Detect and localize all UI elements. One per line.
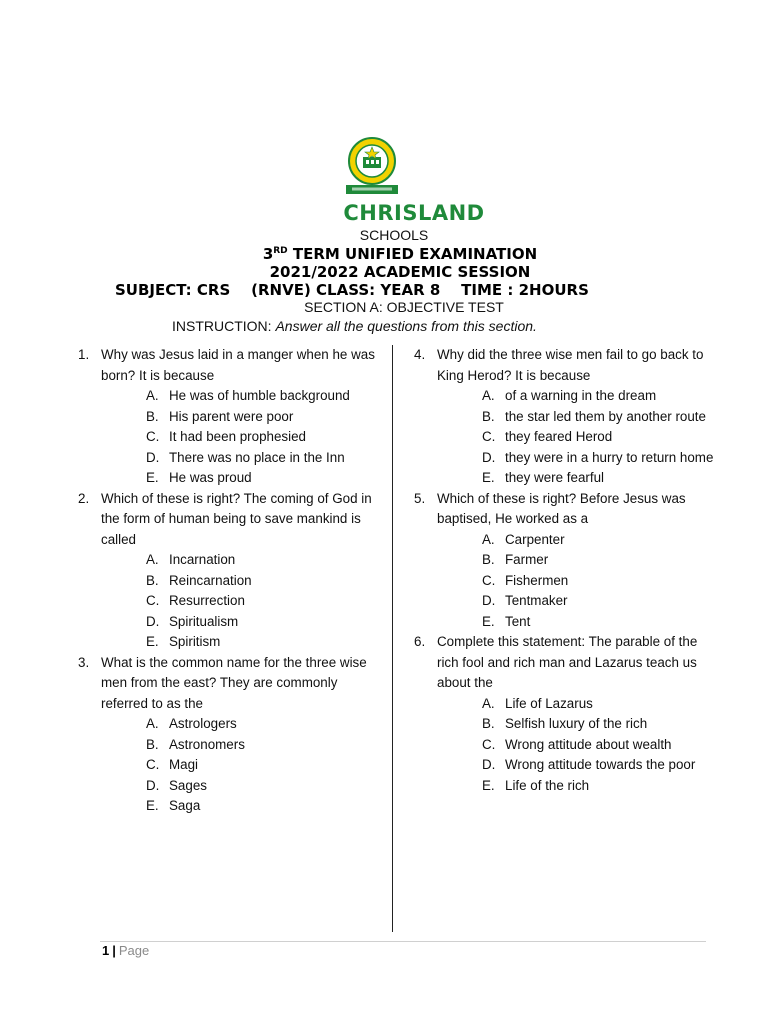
- option-text: they were fearful: [505, 470, 604, 485]
- option-text: Spiritualism: [169, 613, 239, 629]
- option-letter: E.: [146, 798, 159, 813]
- question-stem: [414, 345, 714, 386]
- question-block: [414, 632, 714, 796]
- school-logo: [340, 137, 410, 199]
- option-letter: D.: [482, 593, 496, 608]
- questions-column-right: [414, 345, 714, 796]
- option-text: Astronomers: [169, 736, 245, 752]
- option-letter: B.: [482, 552, 495, 567]
- question-number: 4.: [414, 347, 426, 362]
- option-item: [78, 571, 378, 592]
- school-brand-name: CHRISLAND: [343, 201, 485, 225]
- option-item: [78, 714, 378, 735]
- option-letter: B.: [146, 408, 159, 424]
- page-footer: [102, 943, 149, 958]
- option-letter: B.: [482, 408, 495, 424]
- option-letter: D.: [482, 757, 496, 772]
- option-letter: D.: [146, 777, 160, 793]
- question-stem: [414, 632, 714, 694]
- option-item: [78, 550, 378, 571]
- questions-column-left: [78, 345, 378, 817]
- option-item: [78, 591, 378, 612]
- option-item: [414, 571, 714, 592]
- option-item: [78, 755, 378, 776]
- question-block: [78, 345, 378, 489]
- option-text: Saga: [169, 798, 201, 813]
- option-item: [414, 714, 714, 735]
- page-number: 1: [102, 943, 110, 958]
- option-text: He was proud: [169, 470, 252, 485]
- option-letter: C.: [146, 593, 160, 608]
- column-divider: [392, 345, 393, 932]
- page-label: Page: [118, 943, 150, 958]
- option-item: [78, 427, 378, 448]
- question-stem: [414, 489, 714, 530]
- option-text: There was no place in the Inn: [169, 449, 345, 465]
- option-item: [414, 591, 714, 612]
- question-block: [78, 489, 378, 653]
- question-block: [414, 489, 714, 633]
- question-text: Complete this statement: The parable of the rich fool and rich man and Lazarus teach us about the: [437, 634, 698, 690]
- instruction-label: INSTRUCTION:: [172, 318, 276, 334]
- option-text: Magi: [169, 757, 199, 772]
- option-letter: A.: [482, 695, 495, 711]
- academic-session: 2021/2022 ACADEMIC SESSION: [269, 263, 531, 281]
- option-text: Spiritism: [169, 634, 221, 649]
- option-text: Reincarnation: [169, 572, 252, 588]
- section-heading: SECTION A: OBJECTIVE TEST: [304, 299, 504, 315]
- option-letter: E.: [482, 777, 495, 793]
- question-block: [78, 653, 378, 817]
- question-number: 1.: [78, 347, 90, 362]
- question-stem: [78, 653, 378, 715]
- option-letter: A.: [146, 716, 159, 731]
- option-text: Selfish luxury of the rich: [505, 716, 648, 731]
- options-list: [78, 386, 378, 489]
- option-text: Tentmaker: [505, 593, 568, 608]
- option-letter: B.: [482, 716, 495, 731]
- option-text: Tent: [505, 613, 531, 629]
- option-text: of a warning in the dream: [505, 388, 657, 403]
- option-text: the star led them by another route: [505, 408, 706, 424]
- option-text: Fishermen: [505, 572, 569, 588]
- instruction: [172, 318, 537, 334]
- instruction-text: Answer all the questions from this section.: [275, 318, 537, 334]
- question-stem: [78, 489, 378, 551]
- question-text: What is the common name for the three wise men from the east? They are commonly referred to as the: [101, 654, 367, 711]
- option-item: [414, 694, 714, 715]
- options-list: [78, 550, 378, 653]
- option-text: Astrologers: [169, 716, 237, 731]
- question-number: 3.: [78, 654, 90, 670]
- option-item: [78, 735, 378, 756]
- option-text: Life of the rich: [505, 777, 590, 793]
- options-list: [414, 386, 714, 489]
- option-item: [414, 448, 714, 469]
- option-letter: E.: [482, 470, 495, 485]
- question-text: Which of these is right? The coming of God in the form of human being to save mankind is called: [101, 490, 372, 547]
- footer-rule: [100, 941, 706, 942]
- option-text: Resurrection: [169, 593, 245, 608]
- option-item: [78, 468, 378, 489]
- school-brand-subtitle: SCHOOLS: [359, 227, 429, 243]
- option-letter: D.: [482, 449, 496, 465]
- option-item: [78, 632, 378, 653]
- question-number: 5.: [414, 490, 426, 506]
- option-item: [414, 735, 714, 756]
- option-letter: E.: [146, 634, 159, 649]
- option-item: [78, 407, 378, 428]
- question-text: Which of these is right? Before Jesus was baptised, He worked as a: [437, 490, 686, 526]
- option-text: Life of Lazarus: [505, 695, 593, 711]
- option-item: [414, 530, 714, 551]
- question-number: 6.: [414, 634, 426, 649]
- option-item: [414, 776, 714, 797]
- option-letter: A.: [482, 531, 495, 547]
- exam-title: 3RD TERM UNIFIED EXAMINATION: [262, 245, 538, 263]
- option-letter: A.: [146, 388, 159, 403]
- option-text: It had been prophesied: [169, 429, 306, 444]
- question-stem: [78, 345, 378, 386]
- option-letter: C.: [482, 572, 496, 588]
- option-letter: C.: [482, 736, 496, 752]
- option-letter: B.: [146, 572, 159, 588]
- question-block: [414, 345, 714, 489]
- option-item: [414, 427, 714, 448]
- option-item: [414, 407, 714, 428]
- option-letter: D.: [146, 613, 160, 629]
- option-letter: E.: [482, 613, 495, 629]
- option-item: [414, 612, 714, 633]
- option-item: [78, 448, 378, 469]
- option-item: [414, 468, 714, 489]
- option-letter: C.: [146, 429, 160, 444]
- option-item: [414, 755, 714, 776]
- option-item: [78, 612, 378, 633]
- options-list: [78, 714, 378, 817]
- options-list: [414, 694, 714, 797]
- option-text: Incarnation: [169, 552, 236, 567]
- option-text: Carpenter: [505, 531, 565, 547]
- options-list: [414, 530, 714, 633]
- option-letter: E.: [146, 470, 159, 485]
- option-text: Wrong attitude about wealth: [505, 736, 672, 752]
- option-text: His parent were poor: [169, 408, 294, 424]
- option-text: Farmer: [505, 552, 549, 567]
- option-item: [78, 776, 378, 797]
- option-text: they feared Herod: [505, 429, 613, 444]
- option-item: [78, 386, 378, 407]
- option-item: [78, 796, 378, 817]
- option-letter: C.: [482, 429, 496, 444]
- option-text: they were in a hurry to return home: [505, 449, 714, 465]
- subject-line: SUBJECT: CRS (RNVE) CLASS: YEAR 8 TIME : 2HOURS: [115, 281, 589, 299]
- option-letter: A.: [146, 552, 159, 567]
- option-item: [414, 550, 714, 571]
- option-text: Wrong attitude towards the poor: [505, 757, 696, 772]
- option-letter: C.: [146, 757, 160, 772]
- option-text: He was of humble background: [169, 388, 350, 403]
- question-number: 2.: [78, 490, 90, 506]
- option-letter: B.: [146, 736, 159, 752]
- footer-separator: |: [112, 943, 116, 958]
- option-letter: A.: [482, 388, 495, 403]
- question-text: Why was Jesus laid in a manger when he was born? It is because: [101, 347, 375, 383]
- option-item: [414, 386, 714, 407]
- option-text: Sages: [169, 777, 207, 793]
- option-letter: D.: [146, 449, 160, 465]
- question-text: Why did the three wise men fail to go back to King Herod? It is because: [437, 347, 704, 383]
